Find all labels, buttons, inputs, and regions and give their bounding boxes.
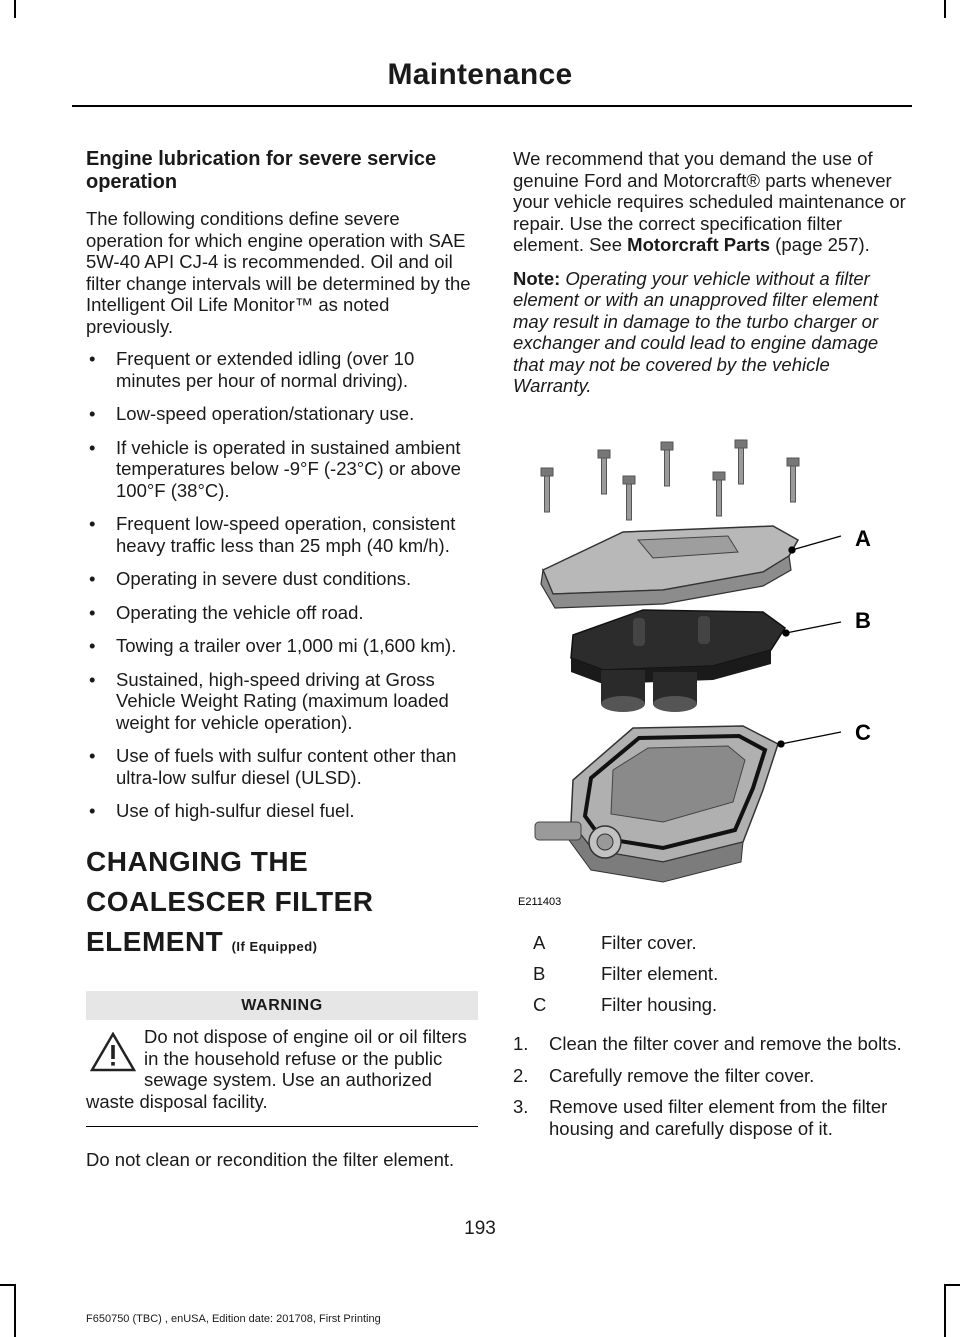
list-item: • Operating in severe dust conditions. (86, 568, 478, 590)
crop-mark (0, 1284, 14, 1286)
bolt-set (541, 440, 799, 520)
key-text: Filter housing. (601, 994, 718, 1015)
figure-code: E211403 (518, 896, 562, 908)
footer-edition-info: F650750 (TBC) , enUSA, Edition date: 201708, First Printing (86, 1313, 381, 1325)
key-letter: C (533, 994, 547, 1015)
step-number: 3. (513, 1096, 529, 1117)
key-row (513, 932, 910, 963)
after-warning-paragraph: Do not clean or recondition the filter element. (86, 1149, 455, 1170)
key-text: Filter cover. (601, 932, 697, 953)
filter-housing (535, 726, 778, 882)
figure-key-and-steps (513, 932, 910, 1149)
list-item: • Sustained, high-speed driving at Gross Vehicle Weight Rating (maximum loaded weight for vehicle operation). (86, 669, 478, 734)
step-item (513, 1033, 910, 1055)
list-item: • Use of high-sulfur diesel fuel. (86, 800, 478, 822)
page-number: 193 (464, 1218, 496, 1239)
parts-paragraph (513, 148, 910, 256)
warning-triangle-icon (90, 1032, 136, 1072)
steps-list (513, 1033, 910, 1139)
key-row (513, 994, 910, 1025)
key-letter: B (533, 963, 546, 984)
left-column (86, 148, 478, 1171)
list-item: • Frequent or extended idling (over 10 minutes per hour of normal driving). (86, 348, 478, 391)
key-text: Filter element. (601, 963, 719, 984)
callout-c: C (855, 720, 871, 745)
coalescer-filter-illustration (513, 430, 913, 910)
page-reference: (page 257). (770, 234, 870, 255)
note-paragraph (513, 268, 910, 397)
step-text: Remove used filter element from the filter housing and carefully dispose of it. (549, 1096, 888, 1139)
filter-exploded-diagram (513, 430, 913, 910)
key-row (513, 963, 910, 994)
note-text: Operating your vehicle without a filter element or with an unapproved filter element may result in damage to the turbo charger or exchanger and could lead to engine damage that may not be covered by the vehicle Warranty. (513, 267, 879, 396)
callout-b: B (855, 608, 871, 633)
crop-mark (14, 1284, 16, 1337)
warning-bottom-rule (86, 1126, 478, 1127)
list-item: • If vehicle is operated in sustained ambient temperatures below -9°F (-23°C) or above 100°F (38°C). (86, 437, 478, 502)
crop-mark (944, 1284, 946, 1337)
section-title-text: CHANGING THE COALESCER FILTER ELEMENT (86, 845, 374, 957)
filter-cover (541, 526, 798, 608)
key-letter: A (533, 932, 546, 953)
warning-text: Do not dispose of engine oil or oil filters in the household refuse or the public sewage system. Use an authorized waste disposal facility. (86, 1026, 467, 1112)
section-title (86, 842, 478, 967)
if-equipped-label: (If Equipped) (231, 938, 318, 954)
section-heading: Engine lubrication for severe service operation (86, 148, 437, 193)
list-item: • Low-speed operation/stationary use. (86, 403, 478, 425)
crop-mark (14, 0, 16, 18)
page-header-title: Maintenance (387, 58, 573, 91)
list-item: • Towing a trailer over 1,000 mi (1,600 km). (86, 635, 478, 657)
list-item: • Use of fuels with sulfur content other than ultra-low sulfur diesel (ULSD). (86, 745, 478, 788)
motorcraft-parts-link[interactable]: Motorcraft Parts (627, 234, 771, 255)
callout-a: A (855, 526, 871, 551)
filter-element (571, 610, 785, 712)
list-item: • Operating the vehicle off road. (86, 602, 478, 624)
header-rule (72, 105, 912, 107)
step-text: Clean the filter cover and remove the bolts. (549, 1033, 902, 1054)
warning-label: WARNING (86, 991, 478, 1021)
step-item (513, 1096, 910, 1139)
step-item (513, 1065, 910, 1087)
step-number: 2. (513, 1064, 529, 1086)
conditions-list (86, 348, 478, 822)
crop-mark (946, 1284, 960, 1286)
step-number: 1. (513, 1033, 529, 1054)
warning-box (86, 991, 478, 1128)
parts-paragraph-text: We recommend that you demand the use of genuine Ford and Motorcraft® parts whenever your vehicle requires scheduled maintenance or repair. Use the correct specification filter element. See (513, 148, 906, 255)
intro-paragraph: The following conditions define severe operation for which engine operation with SAE 5W-40 API CJ-4 is recommended. Oil and oil filter change intervals will be determined by the Intelligent Oil Life Monitor™ as noted previously. (86, 208, 471, 337)
list-item: • Frequent low-speed operation, consistent heavy traffic less than 25 mph (40 km/h). (86, 513, 478, 556)
crop-mark (944, 0, 946, 18)
right-column (513, 148, 910, 397)
step-text: Carefully remove the filter cover. (549, 1064, 815, 1086)
note-label: Note: (513, 267, 561, 289)
